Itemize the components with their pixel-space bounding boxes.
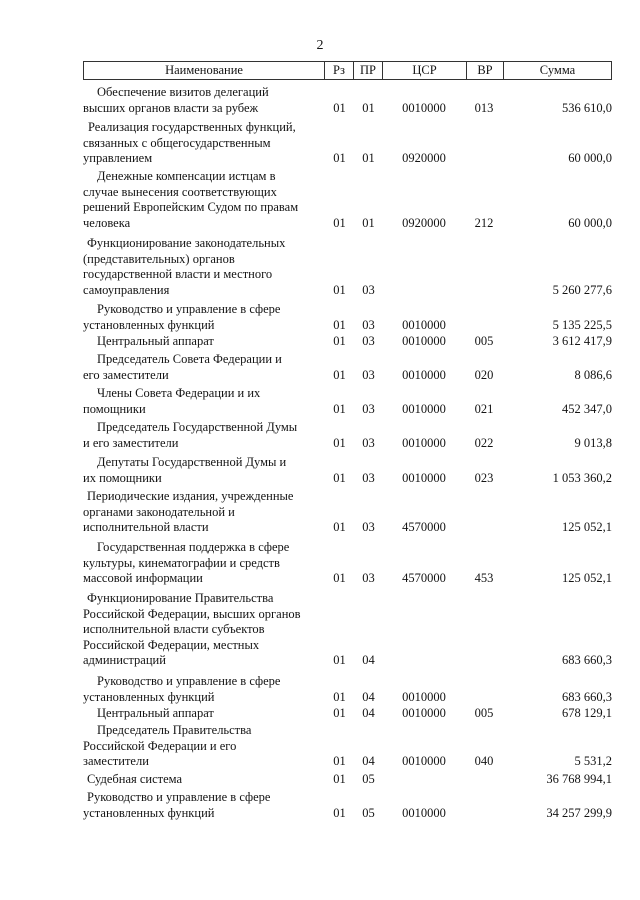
- row-sum: 683 660,3: [562, 653, 612, 668]
- row-vr: 022: [474, 435, 494, 450]
- row-vr: 212: [474, 215, 494, 230]
- row-pr: 03: [362, 401, 375, 416]
- row-vr: 005: [474, 334, 494, 348]
- row-csr: 0010000: [402, 706, 446, 720]
- row-pr: 03: [362, 317, 375, 332]
- table-row: [83, 169, 612, 231]
- row-pr: 04: [362, 689, 375, 704]
- row-vr: 005: [474, 706, 494, 720]
- row-pr: 03: [362, 571, 375, 586]
- row-name-line: государственной власти и местного: [83, 267, 273, 282]
- row-sum: 36 768 994,1: [546, 772, 612, 786]
- row-sum: 1 053 360,2: [552, 470, 612, 485]
- row-name: [83, 455, 323, 486]
- row-sum: 678 129,1: [562, 706, 612, 720]
- row-vr: 453: [474, 571, 494, 586]
- row-csr: 0010000: [402, 100, 446, 115]
- row-sum: 3 612 417,9: [552, 334, 612, 348]
- row-sum: 60 000,0: [568, 215, 612, 230]
- row-sum: 536 610,0: [562, 100, 612, 115]
- table-row: [83, 334, 612, 350]
- row-rz: 01: [333, 334, 346, 348]
- row-name-line: Судебная система: [87, 772, 183, 786]
- row-sum: 125 052,1: [562, 520, 612, 535]
- table-row: [83, 674, 612, 705]
- row-pr: 03: [362, 282, 375, 297]
- row-name-line: Председатель Государственной Думы: [97, 420, 298, 434]
- row-name-line: связанных с общегосударственным: [83, 135, 271, 150]
- row-name-line: Российской Федерации, высших органов: [83, 606, 301, 621]
- table-row: [83, 85, 612, 116]
- row-name: [83, 236, 323, 298]
- row-name-line: установленных функций: [83, 317, 215, 332]
- row-rz: 01: [333, 317, 346, 332]
- row-name-line: управлением: [83, 151, 153, 166]
- row-name-line: самоуправления: [83, 282, 170, 297]
- row-name-line: заместители: [83, 754, 149, 769]
- row-sum: 34 257 299,9: [546, 805, 612, 820]
- row-sum: 452 347,0: [562, 401, 612, 416]
- row-name-line: Российской Федерации, местных: [83, 637, 260, 652]
- row-name-line: культуры, кинематографии и средств: [83, 555, 280, 570]
- row-rz: 01: [333, 367, 346, 382]
- row-pr: 03: [362, 334, 375, 348]
- header-rz: Рз: [324, 62, 353, 79]
- row-csr: 0010000: [402, 317, 446, 332]
- row-name: [83, 591, 323, 669]
- row-pr: 03: [362, 435, 375, 450]
- row-name-line: Руководство и управление в сфере: [87, 790, 271, 804]
- row-pr: 03: [362, 520, 375, 535]
- row-sum: 60 000,0: [568, 151, 612, 166]
- row-rz: 01: [333, 520, 346, 535]
- row-rz: 01: [333, 772, 346, 786]
- row-name: [83, 674, 323, 705]
- row-pr: 04: [362, 706, 375, 720]
- budget-table: [83, 61, 612, 820]
- row-name-line: Реализация государственных функций,: [88, 120, 296, 134]
- row-vr: 013: [474, 100, 494, 115]
- row-name: [83, 120, 323, 167]
- row-rz: 01: [333, 401, 346, 416]
- table-row: [83, 489, 612, 536]
- row-rz: 01: [333, 282, 346, 297]
- row-name-line: (представительных) органов: [83, 251, 235, 266]
- row-name-line: Председатель Совета Федерации и: [97, 352, 282, 366]
- row-sum: 683 660,3: [562, 689, 612, 704]
- header-pr: ПР: [353, 62, 382, 79]
- row-name-line: Центральный аппарат: [97, 706, 214, 720]
- row-rz: 01: [333, 805, 346, 820]
- row-name-line: Периодические издания, учрежденные: [87, 489, 294, 503]
- row-csr: 0920000: [402, 215, 446, 230]
- table-row: [83, 790, 612, 821]
- table-row: [83, 540, 612, 587]
- row-pr: 04: [362, 754, 375, 769]
- header-name: Наименование: [165, 63, 243, 77]
- row-name-line: Председатель Правительства: [97, 723, 252, 737]
- row-name: [83, 723, 323, 770]
- row-rz: 01: [333, 470, 346, 485]
- row-rz: 01: [333, 571, 346, 586]
- row-name-line: помощники: [83, 401, 146, 416]
- row-name: [83, 489, 323, 536]
- row-rz: 01: [333, 435, 346, 450]
- row-name-line: Функционирование законодательных: [87, 236, 286, 250]
- row-sum: 9 013,8: [574, 435, 612, 450]
- row-rz: 01: [333, 653, 346, 668]
- row-sum: 8 086,6: [574, 367, 612, 382]
- row-name-line: Денежные компенсации истцам в: [97, 169, 276, 183]
- row-rz: 01: [333, 689, 346, 704]
- table-row: [83, 420, 612, 451]
- row-name-line: исполнительной власти: [83, 520, 209, 535]
- row-name-line: случае вынесения соответствующих: [83, 184, 277, 199]
- row-rz: 01: [333, 100, 346, 115]
- row-sum: 5 531,2: [574, 754, 612, 769]
- row-pr: 04: [362, 653, 375, 668]
- row-csr: 4570000: [402, 571, 446, 586]
- row-name-line: Руководство и управление в сфере: [97, 674, 281, 688]
- row-pr: 01: [362, 151, 375, 166]
- header-vr: ВР: [466, 62, 503, 79]
- table-row: [83, 706, 612, 722]
- row-name-line: высших органов власти за рубеж: [83, 100, 259, 115]
- row-name-line: массовой информации: [83, 571, 203, 586]
- row-sum: 5 260 277,6: [552, 282, 612, 297]
- row-name-line: решений Европейским Судом по правам: [83, 200, 299, 215]
- row-name-line: Члены Совета Федерации и их: [97, 386, 261, 400]
- row-name-line: их помощники: [83, 470, 162, 485]
- row-name: [83, 352, 323, 383]
- row-sum: 125 052,1: [562, 571, 612, 586]
- row-vr: 023: [474, 470, 494, 485]
- row-name: [83, 420, 323, 451]
- row-rz: 01: [333, 215, 346, 230]
- table-row: [83, 591, 612, 669]
- row-csr: 0010000: [402, 689, 446, 704]
- row-name: [83, 85, 323, 116]
- row-sum: 5 135 225,5: [552, 317, 612, 332]
- row-name-line: исполнительной власти субъектов: [83, 622, 265, 637]
- row-vr: 020: [474, 367, 494, 382]
- header-csr: ЦСР: [382, 62, 466, 79]
- row-name-line: установленных функций: [83, 805, 215, 820]
- row-name-line: Государственная поддержка в сфере: [97, 540, 290, 554]
- table-header: [83, 61, 612, 80]
- row-pr: 01: [362, 100, 375, 115]
- row-csr: 0010000: [402, 805, 446, 820]
- row-csr: 4570000: [402, 520, 446, 535]
- row-name-line: установленных функций: [83, 689, 215, 704]
- page-number: 2: [316, 38, 324, 53]
- row-pr: 03: [362, 367, 375, 382]
- row-name-line: Функционирование Правительства: [87, 591, 274, 605]
- table-row: [83, 352, 612, 383]
- table-row: [83, 723, 612, 770]
- table-row: [83, 455, 612, 486]
- row-name-line: Обеспечение визитов делегаций: [97, 85, 269, 99]
- row-vr: 021: [474, 401, 494, 416]
- row-name-line: человека: [83, 215, 131, 230]
- row-pr: 01: [362, 215, 375, 230]
- row-name: [83, 334, 323, 350]
- row-name-line: и его заместители: [83, 435, 179, 450]
- table-row: [83, 236, 612, 298]
- table-row: [83, 302, 612, 333]
- row-name-line: Российской Федерации и его: [83, 738, 237, 753]
- row-name: [83, 169, 323, 231]
- table-row: [83, 386, 612, 417]
- row-name-line: органами законодательной и: [83, 504, 235, 519]
- row-csr: 0920000: [402, 151, 446, 166]
- row-pr: 05: [362, 772, 375, 786]
- row-name: [83, 772, 323, 788]
- row-csr: 0010000: [402, 334, 446, 348]
- row-name: [83, 540, 323, 587]
- row-csr: 0010000: [402, 754, 446, 769]
- row-csr: 0010000: [402, 367, 446, 382]
- row-name-line: Центральный аппарат: [97, 334, 214, 348]
- row-name: [83, 302, 323, 333]
- row-csr: 0010000: [402, 470, 446, 485]
- row-name-line: Депутаты Государственной Думы и: [97, 455, 287, 469]
- row-name-line: администраций: [83, 653, 166, 668]
- row-pr: 03: [362, 470, 375, 485]
- row-rz: 01: [333, 706, 346, 720]
- table-row: [83, 120, 612, 167]
- row-name: [83, 386, 323, 417]
- row-name: [83, 706, 323, 722]
- row-vr: 040: [474, 754, 494, 769]
- row-csr: 0010000: [402, 401, 446, 416]
- row-rz: 01: [333, 754, 346, 769]
- table-row: [83, 772, 612, 788]
- row-rz: 01: [333, 151, 346, 166]
- header-sum: Сумма: [503, 62, 611, 79]
- row-name-line: его заместители: [83, 367, 169, 382]
- row-name-line: Руководство и управление в сфере: [97, 302, 281, 316]
- row-pr: 05: [362, 805, 375, 820]
- row-csr: 0010000: [402, 435, 446, 450]
- row-name: [83, 790, 323, 821]
